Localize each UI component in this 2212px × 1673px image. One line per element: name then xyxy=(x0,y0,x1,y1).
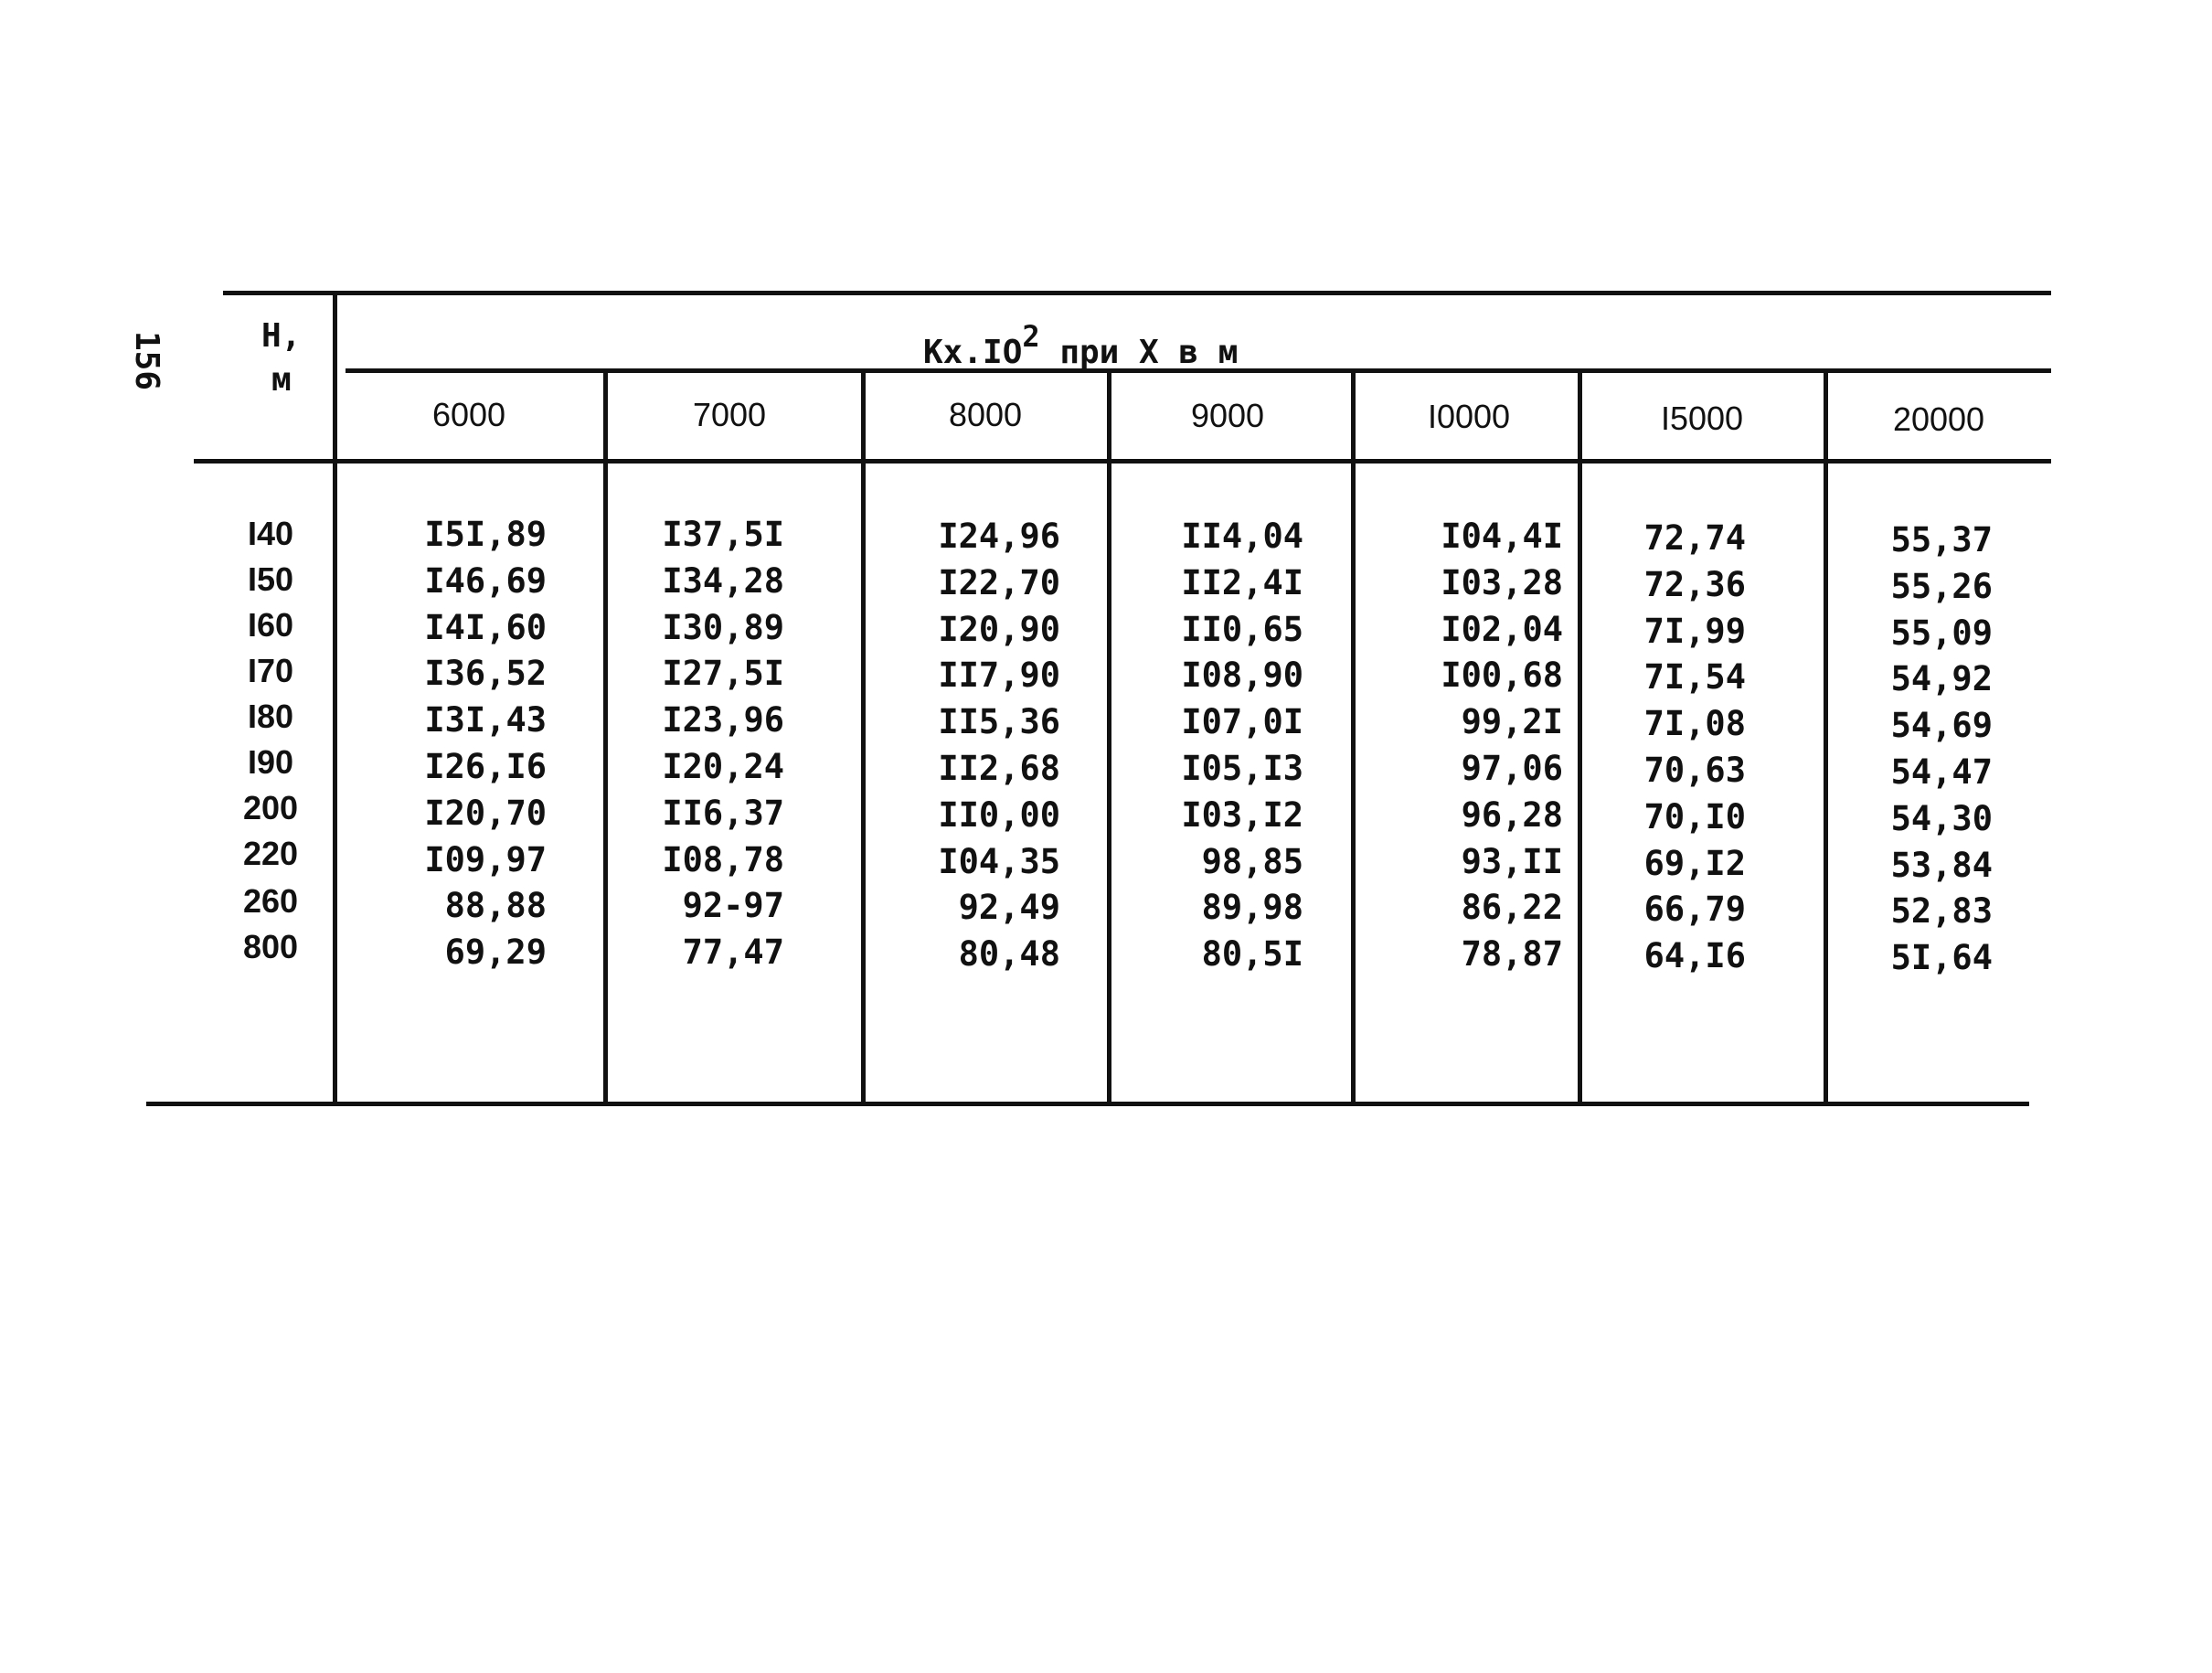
table-cell: 99,2I xyxy=(1461,702,1563,741)
table-cell: I3I,43 xyxy=(424,700,547,740)
h-value: I50 xyxy=(247,560,294,598)
table-cell: 5I,64 xyxy=(1890,938,1993,977)
table-cell: I03,28 xyxy=(1441,563,1563,602)
table-cell: II7,90 xyxy=(938,655,1060,695)
column-divider xyxy=(603,371,608,1105)
table-cell: 54,47 xyxy=(1890,752,1993,792)
header-bottom-rule xyxy=(194,459,2051,464)
table-cell: I03,I2 xyxy=(1181,795,1303,835)
table-cell: I37,5I xyxy=(662,515,784,554)
table-cell: 72,36 xyxy=(1643,565,1746,604)
table-cell: 52,83 xyxy=(1890,891,1993,931)
h-column-label xyxy=(261,317,302,355)
table-cell: 53,84 xyxy=(1890,846,1993,885)
page-number: 156 xyxy=(128,331,165,391)
table-cell: I05,I3 xyxy=(1181,749,1303,788)
table-cell: 7I,08 xyxy=(1643,704,1746,743)
table-cell: I4I,60 xyxy=(424,608,547,647)
main-header-suffix: при X в м xyxy=(1039,334,1239,371)
table-cell: 80,5I xyxy=(1201,934,1303,974)
column-header: I0000 xyxy=(1427,398,1511,435)
main-header-exponent: 2 xyxy=(1022,319,1040,354)
table-cell: I02,04 xyxy=(1441,610,1563,649)
table-cell: I34,28 xyxy=(662,561,784,601)
table-cell: 89,98 xyxy=(1201,888,1303,927)
table-cell: 66,79 xyxy=(1643,890,1746,929)
table-cell: 54,69 xyxy=(1890,706,1993,745)
table-cell: 69,I2 xyxy=(1643,844,1746,883)
table-cell: 55,37 xyxy=(1890,520,1993,559)
table-cell: I07,0I xyxy=(1181,702,1303,741)
table-cell: 55,26 xyxy=(1890,567,1993,606)
table-cell: 92,49 xyxy=(958,888,1060,927)
column-divider xyxy=(1351,371,1356,1105)
column-header: I5000 xyxy=(1660,400,1744,437)
table-cell: I20,24 xyxy=(662,747,784,786)
table-cell: 55,09 xyxy=(1890,613,1993,653)
table-cell: I23,96 xyxy=(662,700,784,740)
table-cell: 69,29 xyxy=(444,932,547,972)
table-cell: I36,52 xyxy=(424,654,547,693)
h-value: I40 xyxy=(247,515,294,552)
table-cell: I5I,89 xyxy=(424,515,547,554)
table-cell: I26,I6 xyxy=(424,747,547,786)
h-value: I70 xyxy=(247,652,294,689)
table-cell: II0,65 xyxy=(1181,610,1303,649)
table-cell: 70,63 xyxy=(1643,751,1746,790)
table-cell: I00,68 xyxy=(1441,655,1563,695)
table-cell: I20,70 xyxy=(424,794,547,833)
column-divider xyxy=(333,294,337,1105)
h-label-line1: Н, xyxy=(261,317,302,355)
h-value: 200 xyxy=(242,789,299,826)
table-cell: 77,47 xyxy=(682,932,784,972)
table-cell: II5,36 xyxy=(938,702,1060,741)
main-header xyxy=(923,319,1239,371)
table-cell: 7I,99 xyxy=(1643,612,1746,651)
table-cell: 93,II xyxy=(1461,842,1563,881)
h-value: 220 xyxy=(242,835,299,872)
table-cell: II6,37 xyxy=(662,794,784,833)
column-header: 20000 xyxy=(1892,400,1985,438)
table-cell: 72,74 xyxy=(1643,518,1746,558)
table-top-rule xyxy=(223,291,2051,295)
h-value: 800 xyxy=(242,928,299,965)
table-cell: I09,97 xyxy=(424,840,547,879)
main-header-prefix: Кх.IO xyxy=(923,334,1023,371)
table-cell: I04,35 xyxy=(938,842,1060,881)
h-value: 260 xyxy=(242,882,299,920)
table-cell: I27,5I xyxy=(662,654,784,693)
table-cell: I08,78 xyxy=(662,840,784,879)
table-cell: I30,89 xyxy=(662,608,784,647)
table-cell: 78,87 xyxy=(1461,934,1563,974)
column-header: 8000 xyxy=(948,396,1023,433)
table-cell: 54,30 xyxy=(1890,799,1993,838)
table-cell: I04,4I xyxy=(1441,517,1563,556)
h-label-line2: м xyxy=(271,361,292,399)
h-value: I60 xyxy=(247,606,294,644)
table-cell: 97,06 xyxy=(1461,749,1563,788)
table-cell: I24,96 xyxy=(938,517,1060,556)
table-cell: II4,04 xyxy=(1181,517,1303,556)
table-cell: II2,68 xyxy=(938,749,1060,788)
table-cell: 70,I0 xyxy=(1643,797,1746,836)
h-value: I90 xyxy=(247,743,294,781)
table-cell: I22,70 xyxy=(938,563,1060,602)
table-cell: 86,22 xyxy=(1461,888,1563,927)
table-cell: 98,85 xyxy=(1201,842,1303,881)
column-header: 7000 xyxy=(692,396,767,433)
table-cell: I08,90 xyxy=(1181,655,1303,695)
table-cell: 92-97 xyxy=(682,886,784,925)
table-cell: 7I,54 xyxy=(1643,657,1746,697)
column-header: 6000 xyxy=(431,396,506,433)
table-cell: 54,92 xyxy=(1890,659,1993,698)
table-cell: I20,90 xyxy=(938,610,1060,649)
h-value: I80 xyxy=(247,698,294,735)
table-bottom-rule xyxy=(146,1102,2029,1106)
column-header: 9000 xyxy=(1190,397,1265,434)
table-cell: II2,4I xyxy=(1181,563,1303,602)
table-cell: 64,I6 xyxy=(1643,936,1746,975)
table-cell: 88,88 xyxy=(444,886,547,925)
table-cell: II0,00 xyxy=(938,795,1060,835)
table-cell: I46,69 xyxy=(424,561,547,601)
h-column-unit xyxy=(271,361,292,399)
table-cell: 96,28 xyxy=(1461,795,1563,835)
table-cell: 80,48 xyxy=(958,934,1060,974)
